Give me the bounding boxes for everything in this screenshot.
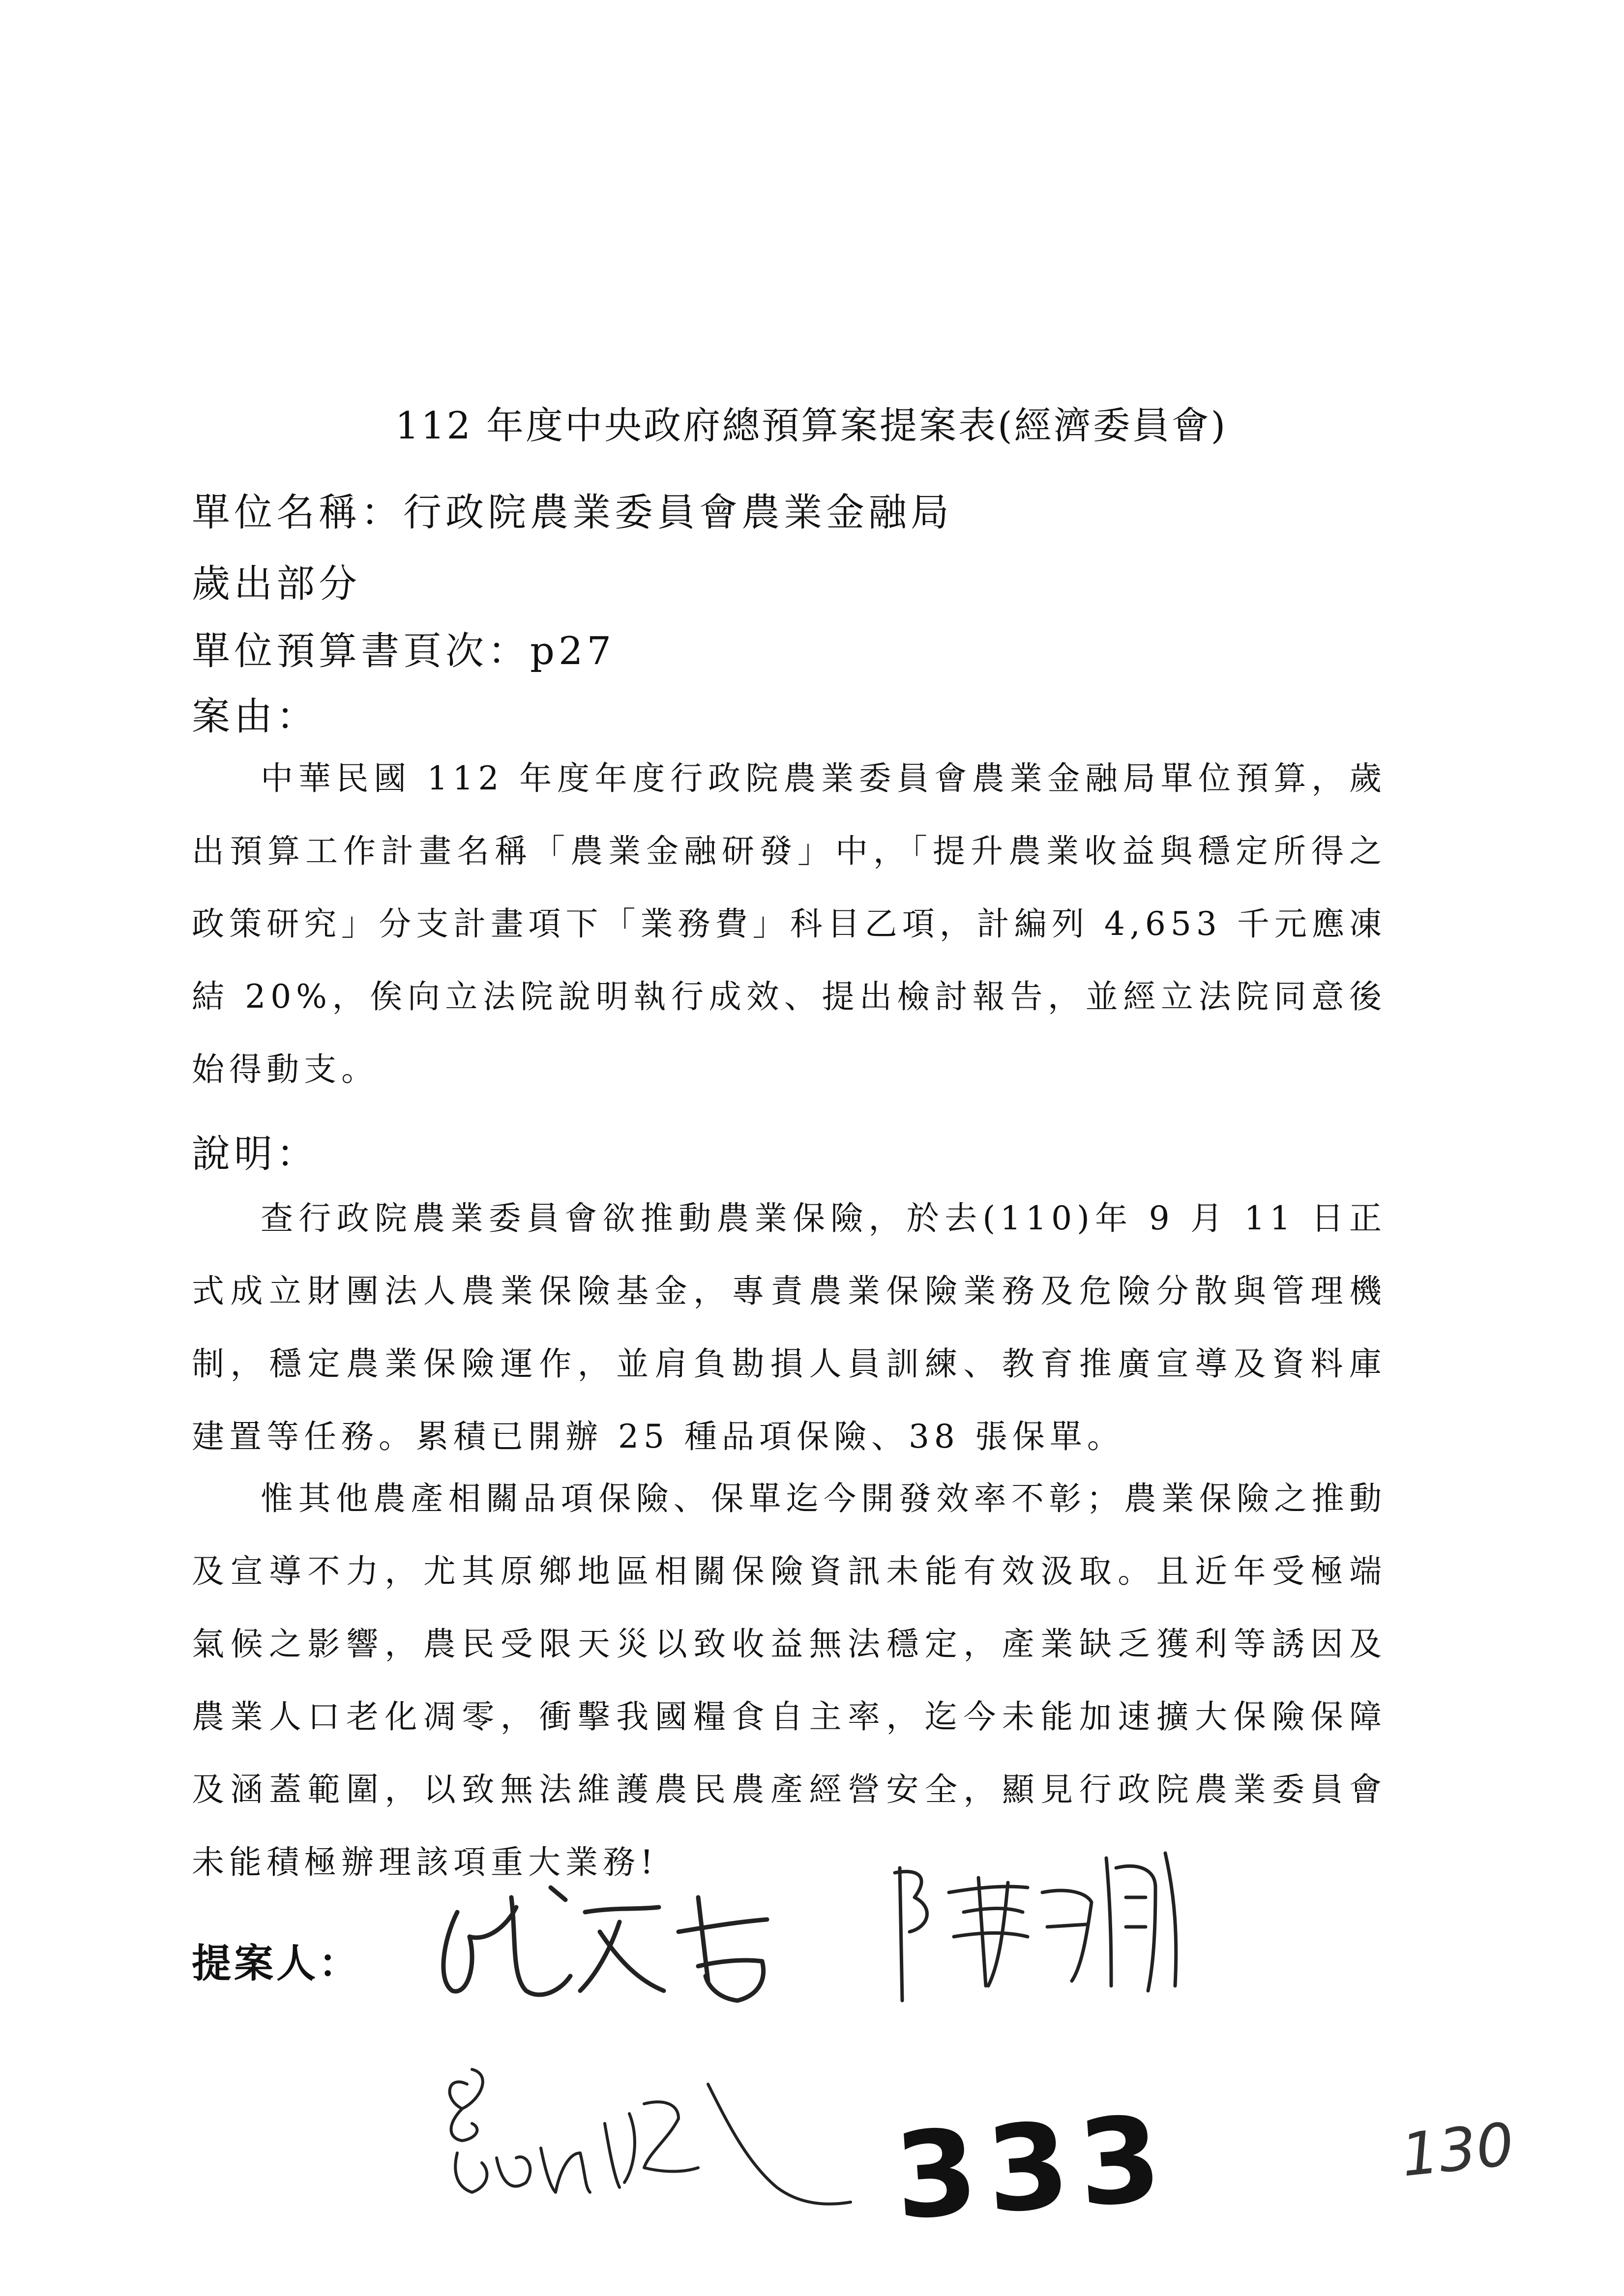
signature-3 bbox=[433, 2055, 865, 2217]
signature-1 bbox=[423, 1868, 865, 2035]
explanation-heading: 說明： bbox=[192, 1132, 319, 1176]
explanation-paragraph-1: 查行政院農業委員會欲推動農業保險，於去(110)年 9 月 11 日正式成立財團法人農業保險基金，專責農業保險業務及危險分散與管理機制，穩定農業保險運作，並肩負勘損人員訓練、教育推廣宣導及資料庫建置等任務。累積已開辦 25 種品項保險、38 張保單。 bbox=[192, 1199, 1387, 1455]
section-label: 歲出部分 bbox=[192, 562, 361, 606]
budget-page: 單位預算書頁次：p27 bbox=[192, 629, 616, 673]
signature-2 bbox=[880, 1838, 1195, 2015]
page-number: 130 bbox=[1398, 2110, 1517, 2190]
document-title: 112 年度中央政府總預算案提案表(經濟委員會) bbox=[395, 404, 1228, 447]
explanation-paragraph-2: 惟其他農產相關品項保險、保單迄今開發效率不彰；農業保險之推動及宣導不力，尤其原鄉地區相關保險資訊未能有效汲取。且近年受極端氣候之影響，農民受限天災以致收益無法穩定，產業缺乏獲利等誘因及農業人口老化凋零，衝擊我國糧食自主率，迄今未能加速擴大保險保障及涵蓋範圍，以致無法維護農民農產經營安全，顯見行政院農業委員會未能積極辦理該項重大業務! bbox=[192, 1480, 1387, 1881]
case-text: 中華民國 112 年度年度行政院農業委員會農業金融局單位預算，歲出預算工作計畫名稱「農業金融研發」中，「提升農業收益與穩定所得之政策研究」分支計畫項下「業務費」科目乙項，計編列 4,653 千元應凍結 20%，俟向立法院說明執行成效、提出檢討報告，並經立法院同意後始得動支。 bbox=[192, 759, 1387, 1088]
handwritten-number: 333 bbox=[890, 2089, 1176, 2246]
case-heading: 案由： bbox=[192, 695, 319, 739]
unit-name: 單位名稱：行政院農業委員會農業金融局 bbox=[192, 491, 953, 535]
proposer-label: 提案人： bbox=[192, 1941, 361, 1986]
